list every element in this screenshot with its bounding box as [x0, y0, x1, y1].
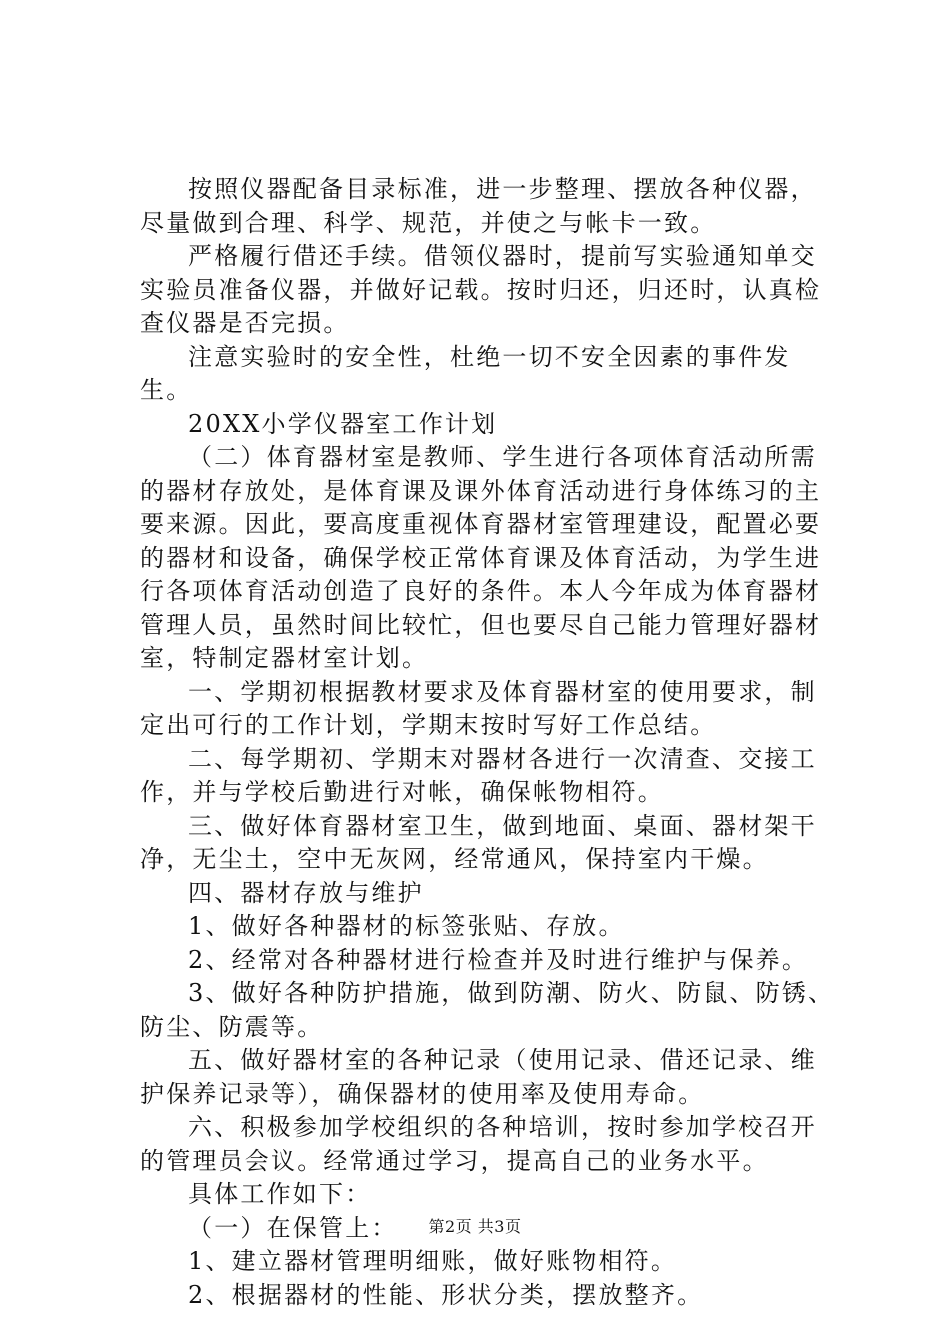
paragraph: 严格履行借还手续。借领仪器时，提前写实验通知单交实验员准备仪器，并做好记载。按时归还，归还时，认真检查仪器是否完损。: [140, 242, 822, 337]
list-item: 3、做好各种防护措施，做到防潮、防火、防鼠、防锈、防尘、防震等。: [140, 979, 835, 1041]
list-item: 1、建立器材管理明细账，做好账物相符。: [188, 1247, 678, 1275]
paragraph: 六、积极参加学校组织的各种培训，按时参加学校召开的管理员会议。经常通过学习，提高自己的业务水平。: [140, 1113, 817, 1175]
paragraph: 一、学期初根据教材要求及体育器材室的使用要求，制定出可行的工作计划，学期末按时写好工作总结。: [140, 677, 817, 739]
paragraph: 注意实验时的安全性，杜绝一切不安全因素的事件发生。: [140, 342, 791, 404]
list-item: 1、做好各种器材的标签张贴、存放。: [188, 912, 625, 940]
paragraph: 四、器材存放与维护: [188, 878, 424, 907]
paragraph: （一）在保管上：: [188, 1213, 398, 1242]
page-number-footer: 第2页 共3页: [428, 1217, 522, 1236]
paragraph: 三、做好体育器材室卫生，做到地面、桌面、器材架干净，无尘土，空中无灰网，经常通风，保持室内干燥。: [140, 811, 817, 873]
section-heading: 20XX小学仪器室工作计划: [188, 409, 498, 438]
document-body: [140, 173, 840, 1312]
paragraph: （二）体育器材室是教师、学生进行各项体育活动所需的器材存放处，是体育课及课外体育活动进行身体练习的主要来源。因此，要高度重视体育器材室管理建设，配置必要的器材和设备，确保学校正常体育课及体育活动，为学生进行各项体育活动创造了良好的条件。本人今年成为体育器材管理人员，虽然时间比较忙，但也要尽自己能力管理好器材室，特制定器材室计划。: [140, 443, 822, 672]
list-item: 2、根据器材的性能、形状分类，摆放整齐。: [188, 1280, 704, 1309]
paragraph: 二、每学期初、学期末对器材各进行一次清查、交接工作，并与学校后勤进行对帐，确保帐物相符。: [140, 744, 817, 806]
paragraph: 具体工作如下：: [188, 1180, 372, 1208]
paragraph: 五、做好器材室的各种记录（使用记录、借还记录、维护保养记录等），确保器材的使用率及使用寿命。: [140, 1046, 817, 1108]
list-item: 2、经常对各种器材进行检查并及时进行维护与保养。: [188, 945, 809, 974]
paragraph: 按照仪器配备目录标准，进一步整理、摆放各种仪器，尽量做到合理、科学、规范，并使之与帐卡一致。: [140, 175, 817, 237]
